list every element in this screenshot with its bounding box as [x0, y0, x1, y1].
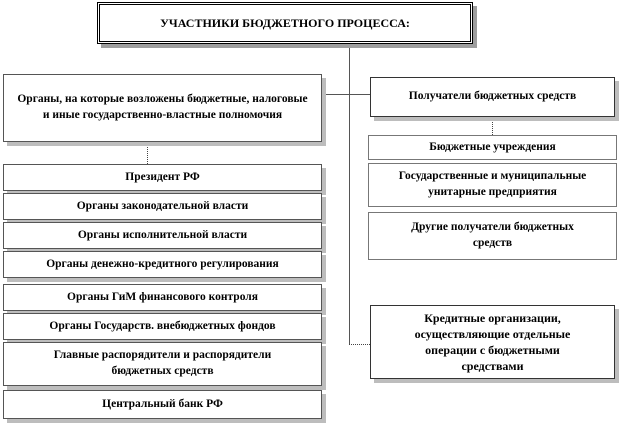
right-item-unitary-enterprises: [368, 163, 617, 207]
right-item-other-recipients: [368, 212, 617, 260]
left-item-president: [3, 164, 322, 191]
right-group-header: [370, 77, 615, 117]
left-item-financial-control: [3, 284, 322, 311]
credit-connector: [349, 344, 370, 345]
left-item-extrabudgetary-funds: [3, 313, 322, 340]
diagram-title-text: УЧАСТНИКИ БЮДЖЕТНОГО ПРОЦЕССА:: [160, 15, 410, 30]
left-item-label: Органы Государств. внебюджетных фондов: [49, 319, 276, 332]
left-header-connector: [322, 94, 349, 95]
left-item-central-bank: [3, 390, 322, 419]
right-group-connector: [492, 117, 493, 135]
right-item-label: Государственные и муниципальные унитарные предприятия: [398, 170, 587, 198]
left-item-legislative: [3, 193, 322, 220]
left-item-label: Органы исполнительной власти: [77, 228, 248, 241]
left-group-header-text: Органы, на которые возложены бюджетные, налоговые и иные государственно-властные полномочия: [17, 93, 308, 121]
credit-organizations-box: [370, 305, 615, 379]
left-item-label: Органы ГиМ финансового контроля: [67, 290, 258, 303]
left-item-executive: [3, 222, 322, 249]
left-item-monetary: [3, 251, 322, 278]
left-group-header: [3, 74, 322, 142]
right-group-header-text: Получатели бюджетных средств: [408, 90, 577, 103]
left-item-label: Главные распорядители и распорядители бюджетных средств: [53, 349, 272, 377]
left-item-label: Органы законодательной власти: [76, 199, 249, 212]
left-item-label: Центральный банк РФ: [102, 397, 223, 410]
right-header-connector: [349, 94, 370, 95]
right-item-budget-institutions: [368, 135, 617, 160]
left-item-label: Органы денежно-кредитного регулирования: [46, 257, 279, 270]
credit-organizations-text: Кредитные организации, осуществляющие отдельные операции с бюджетными средствами: [414, 310, 571, 374]
left-group-connector: [147, 142, 148, 164]
diagram-title: [97, 2, 473, 44]
title-connector: [349, 44, 350, 344]
right-item-label: Бюджетные учреждения: [429, 140, 556, 153]
right-item-label: Другие получатели бюджетных средств: [411, 221, 574, 249]
left-item-chief-administrators: [3, 342, 322, 386]
left-item-label: Президент РФ: [125, 170, 200, 183]
